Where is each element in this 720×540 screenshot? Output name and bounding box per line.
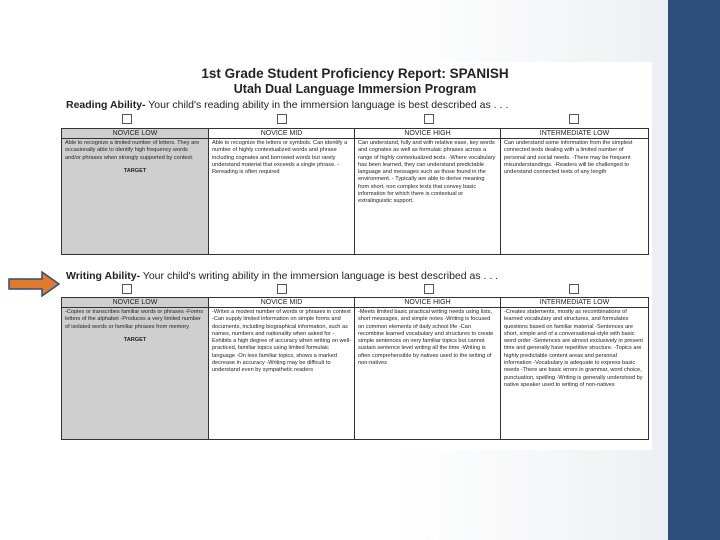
reading-cell-text: Able to recognize a limited number of letters. They are occasionally able to identify high frequency words and/or phrases when strongly supported by context. — [65, 140, 200, 161]
writing-novice-high-checkbox[interactable] — [424, 284, 434, 294]
writing-description-row — [62, 308, 649, 440]
arrow-shape — [9, 272, 59, 296]
report-document — [58, 62, 652, 450]
reading-novice-high-checkbox[interactable] — [424, 114, 434, 124]
reading-label: Reading Ability- — [66, 99, 146, 111]
writing-cell-text: -Copies or transcribes familiar words or phrases -Forms letters of the alphabet -Produces a very limited number of isolated words or familiar phrases from memory — [65, 309, 204, 330]
slide-side-band-light — [650, 0, 668, 540]
report-subtitle: Utah Dual Language Immersion Program — [233, 82, 477, 96]
reading-description-row — [62, 139, 649, 255]
reading-header-row — [62, 129, 649, 139]
writing-novice-mid-checkbox[interactable] — [277, 284, 287, 294]
writing-header-row — [62, 298, 649, 308]
writing-level-header: NOVICE MID — [209, 298, 355, 308]
writing-cell-novice-high: -Meets limited basic practical writing needs using lists, short messages, and simple notes -Writing is focused on common elements of daily school life -Can recombine learned vocabulary and structures to create simple sentences on very familiar topics but cannot sustain sentence level writing all the time -Writing is often comprehensible by natives used to the writing of non-natives — [355, 308, 501, 440]
reading-level-header: NOVICE MID — [209, 129, 355, 139]
writing-label: Writing Ability- — [66, 270, 141, 282]
reading-novice-mid-checkbox[interactable] — [277, 114, 287, 124]
reading-novice-low-checkbox[interactable] — [122, 114, 132, 124]
slide-side-band — [668, 0, 720, 540]
reading-table — [61, 128, 649, 255]
reading-level-header: NOVICE HIGH — [355, 129, 501, 139]
writing-level-header: INTERMEDIATE LOW — [501, 298, 649, 308]
writing-novice-low-checkbox[interactable] — [122, 284, 132, 294]
reading-target-label: TARGET — [123, 167, 147, 174]
writing-table — [61, 297, 649, 440]
right-arrow-icon — [8, 271, 60, 297]
writing-cell-novice-low — [62, 308, 209, 440]
report-title: 1st Grade Student Proficiency Report: SPANISH — [201, 66, 509, 81]
writing-level-header: NOVICE LOW — [62, 298, 209, 308]
writing-cell-intermediate-low: -Creates statements, mostly as recombinations of learned vocabulary and structures, and formulates questions based on familiar material -Sentences are short, simple and of a conversational-style with basic word order -Sentences are almost exclusively in present time and generally have repetitive structure. -Topics are highly predictable content areas and personal information -Vocabulary is adequate to express basic needs -There are basic errors in grammar, word choice, punctuation, spelling -Writing is generally understood by native speaker used to writing of non-natives — [501, 308, 649, 440]
reading-level-header: NOVICE LOW — [62, 129, 209, 139]
reading-cell-novice-mid: Able to recognize the letters or symbols. Can identify a number of highly contextualized words and phrase including cognates and borrowed words but rarely understand material that exceeds a single phrase. -Rereading is often required — [209, 139, 355, 255]
writing-level-header: NOVICE HIGH — [355, 298, 501, 308]
writing-description: Your child's writing ability in the immersion language is best described as . . . — [140, 270, 499, 282]
writing-cell-novice-mid: -Writes a modest number of words or phrases in context -Can supply limited information on simple forms and documents, including biographical information, such as names, numbers and nationality when asked for -Exhibits a high degree of accuracy when writing on well-practiced, familiar topics using limited formulaic language -On less familiar topics, shows a marked decrease in accuracy -Writing may be difficult to understand even by sympathetic readers — [209, 308, 355, 440]
reading-section-label — [66, 99, 508, 111]
writing-section-label — [66, 270, 498, 282]
reading-cell-novice-high: Can understand, fully and with relative ease, key words and cognates as well as formulaic phrases across a range of highly contextualized texts. -Where vocabulary has been learned, they can understand predictable language and messages such as those found in the environment. - Typically are able to derive meaning from short, non complex texts that convey basic information for which there is contextual or extralinguistic support. — [355, 139, 501, 255]
writing-target-label: TARGET — [123, 336, 147, 343]
reading-intermediate-low-checkbox[interactable] — [569, 114, 579, 124]
reading-cell-novice-low — [62, 139, 209, 255]
writing-intermediate-low-checkbox[interactable] — [569, 284, 579, 294]
reading-level-header: INTERMEDIATE LOW — [501, 129, 649, 139]
reading-cell-intermediate-low: Can understand some information from the simplest connected texts dealing with a limited number of personal and social needs. -There may be frequent misunderstandings. -Readers will be challenged to understand connected texts of any length — [501, 139, 649, 255]
reading-description: Your child's reading ability in the immersion language is best described as . . . — [145, 99, 509, 111]
